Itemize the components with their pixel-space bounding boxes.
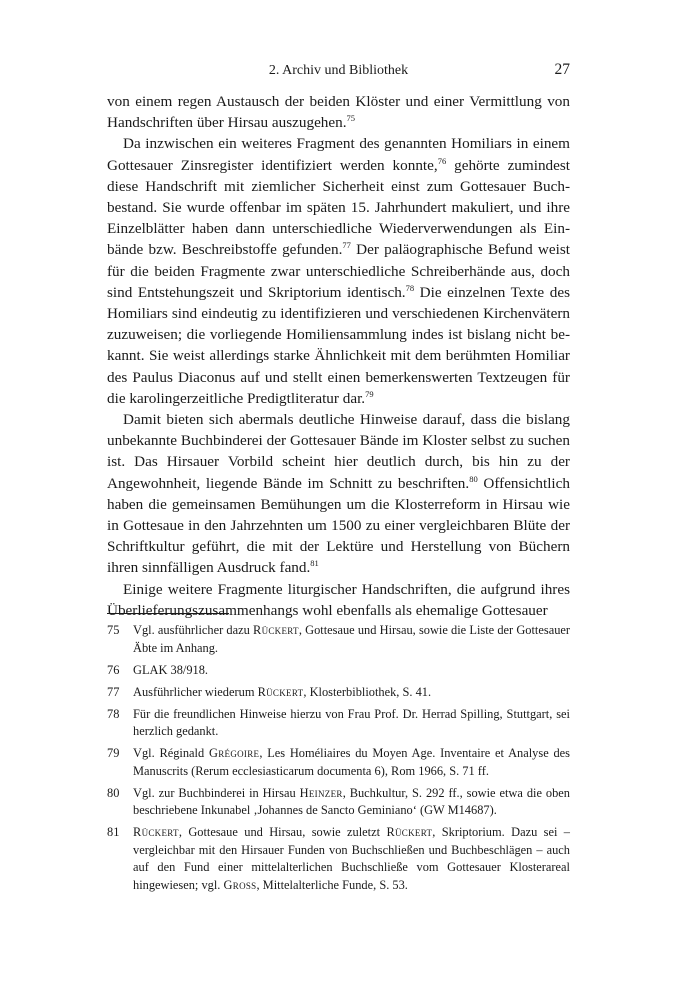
footnote-text: , Buchkultur, S. 292 ff., sowie etwa die oben beschriebene Inkunabel ‚Johannes de Sancto Geminiano‘ (GW M14687). bbox=[133, 785, 570, 818]
footnote-number: 75 bbox=[107, 623, 120, 637]
footnote-number: 79 bbox=[107, 746, 120, 761]
footnote-text: Für die freundlichen Hinweise hierzu von Frau Prof. Dr. Herrad Spilling, Stuttgart, sei herzlich gedankt. bbox=[133, 706, 570, 739]
footnote-text: Vgl. Réginald bbox=[133, 746, 209, 761]
footnote-78 bbox=[107, 706, 570, 741]
author-name: Rückert bbox=[257, 684, 304, 699]
footnote-text: , Klosterbibliothek, S. 41. bbox=[303, 684, 432, 699]
footnote-number: 80 bbox=[107, 785, 120, 800]
footnote-divider bbox=[107, 613, 229, 614]
running-head-title: 2. Archiv und Bibliothek bbox=[268, 63, 409, 78]
footnote-ref-79: 79 bbox=[365, 388, 374, 399]
text-run: gehörte zumindest diese Handschrift mit ziemlicher Sicherheit einst zum Gottesauer Buchbestand. Sie wurde offenbar im späten 15. Jahrhundert makuliert, und ihre Einzelblätter haben dann unterschiedliche Wiederverwendungen als Einbände bzw. Beschreibstoffe gefunden. bbox=[107, 156, 570, 259]
author-name: Gross bbox=[223, 878, 257, 893]
page-number: 27 bbox=[554, 61, 570, 78]
footnote-text: Ausführlicher wiederum bbox=[133, 684, 258, 699]
footnote-text: , Gottesaue und Hirsau, sowie die Liste der Gottesauer Äbte im Anhang. bbox=[133, 623, 571, 655]
text-run: Damit bieten sich abermals deutliche Hinweise darauf, dass die bislang unbekannte Buchbinderei der Gottesauer Bände im Kloster selbst zu suchen ist. Das Hirsauer Vorbild scheint hier deutlich durch, bis hin zu der Angewohnheit, liegende Bände im Schnitt zu beschriften. bbox=[107, 411, 570, 492]
text-run: Die einzelnen Texte des Homiliars sind eindeutig zu identifizieren und verschiedenen Kirchenvätern zuzuweisen; die vorliegende Homiliensammlung indes ist bislang nicht bekannt. Sie weist allerdings starke Ähnlichkeit mit dem berühmten Homiliar des Paulus Diaconus auf und stellt einen bemerkenswerten Textzeugen für die karolingerzeitliche Predigtliteratur dar. bbox=[107, 283, 570, 407]
footnote-77 bbox=[107, 684, 570, 702]
author-name: Rückert bbox=[386, 825, 433, 840]
footnote-text: GLAK 38/918. bbox=[133, 662, 209, 677]
footnote-ref-76: 76 bbox=[437, 155, 447, 166]
footnote-ref-77: 77 bbox=[342, 240, 351, 251]
author-name: Rückert bbox=[133, 825, 179, 840]
footnote-80 bbox=[107, 785, 570, 820]
text-run: Einige weitere Fragmente liturgischer Handschriften, die aufgrund ihres Überlieferungszusammenhangs wohl ebenfalls als ehemalige Gottesauer bbox=[107, 580, 570, 619]
author-name: Rückert bbox=[253, 623, 299, 637]
author-name: Grégoire bbox=[208, 746, 260, 761]
footnote-ref-75: 75 bbox=[346, 113, 356, 124]
footnote-text: , Mittelalterliche Funde, S. 53. bbox=[256, 878, 408, 893]
footnote-text: , Gottesaue und Hirsau, sowie zuletzt bbox=[178, 825, 387, 840]
text-run: Offensichtlich haben die gemeinsamen Bemühungen um die Klosterreform in Hirsau wie in Gottesaue in den Jahrzehnten um 1500 zu einer vergleichbaren Blüte der Schriftkultur geführt, die mit der Lektüre und Herstellung von Büchern ihren sinnfälligen Ausdruck fand. bbox=[107, 474, 570, 577]
footnote-ref-81: 81 bbox=[310, 558, 319, 569]
footnotes bbox=[107, 622, 570, 899]
paragraph bbox=[107, 133, 570, 409]
footnote-text: Vgl. ausführlicher dazu bbox=[133, 623, 254, 637]
paragraph bbox=[107, 579, 570, 621]
text-run: von einem regen Austausch der beiden Klöster und einer Vermittlung von Handschriften über Hirsau auszugehen. bbox=[107, 93, 570, 132]
footnote-text: , Skriptorium. Dazu sei – vergleichbar mit den Hirsauer Funden von Buchschließen und Buchbeschlägen – auch auf den Fund einer mittelalterlichen Buchschließe vom Gottesauer Klosterareal hingewiesen; vgl. bbox=[133, 825, 570, 893]
footnote-number: 81 bbox=[107, 825, 120, 840]
footnote-number: 78 bbox=[107, 706, 120, 721]
footnote-text: , Les Homéliaires du Moyen Age. Inventaire et Analyse des Manuscrits (Rerum ecclesiasticarum documenta 6), Rom 1966, S. 71 ff. bbox=[133, 746, 570, 778]
footnote-number: 77 bbox=[107, 684, 120, 699]
paragraph bbox=[107, 91, 570, 133]
body-text bbox=[107, 91, 570, 621]
footnote-ref-78: 78 bbox=[405, 282, 415, 293]
author-name: Heinzer bbox=[299, 785, 343, 800]
text-run: Da inzwischen ein weiteres Fragment des genannten Homiliars in einem Gottesauer Zinsregister identifiziert werden konnte, bbox=[107, 135, 570, 174]
paragraph bbox=[107, 409, 570, 579]
footnote-ref-80: 80 bbox=[469, 473, 478, 484]
text-run: Der paläographische Befund weist für die beiden Fragmente zwar unterschiedliche Schreiberhände aus, doch sind Entstehungszeit und Skriptorium identisch. bbox=[107, 241, 570, 301]
footnote-81 bbox=[107, 824, 570, 894]
footnote-79 bbox=[107, 745, 570, 780]
footnote-76 bbox=[107, 662, 570, 680]
footnote-75 bbox=[107, 622, 570, 657]
footnote-number: 76 bbox=[107, 662, 120, 677]
footnote-text: Vgl. zur Buchbinderei in Hirsau bbox=[133, 785, 300, 800]
